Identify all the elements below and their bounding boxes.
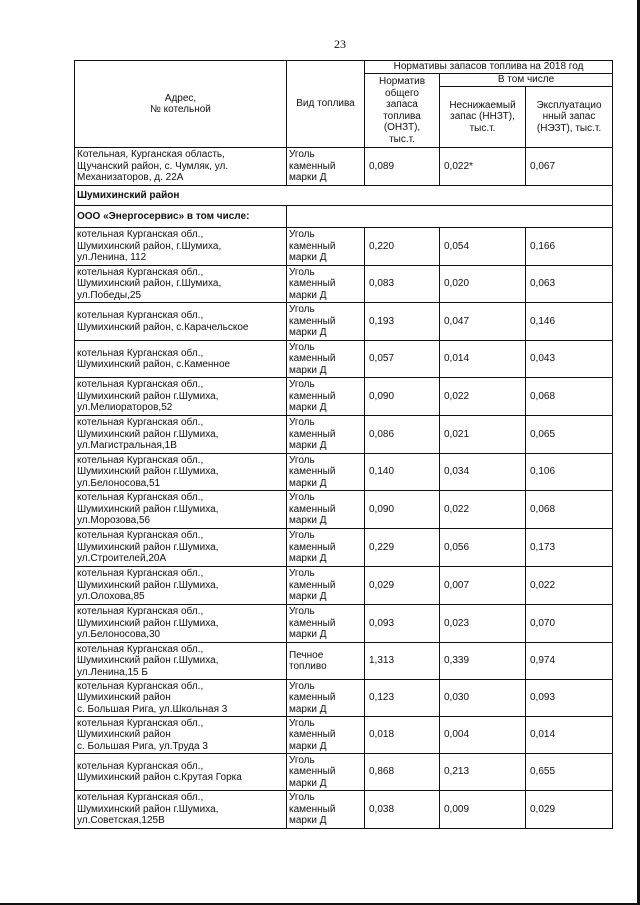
nnzt-header — [440, 87, 526, 148]
fuel-line: марки Д — [289, 629, 327, 641]
address-header-line: Адрес, — [164, 92, 197, 104]
company-title: ООО «Энергосервис» в том числе: — [75, 206, 287, 228]
table-row — [75, 605, 613, 643]
nnzt-value-cell: 0,021 — [440, 416, 526, 454]
address-line: Шумихинский район г.Шумиха, — [77, 390, 219, 402]
address-line: Механизаторов, д. 22А — [77, 172, 184, 184]
including-header: В том числе — [440, 74, 613, 87]
total-value-cell: 0,123 — [365, 680, 440, 717]
nezt-header — [526, 87, 613, 148]
address-line: котельная Курганская обл., — [77, 643, 204, 655]
address-line: котельная Курганская обл., — [77, 680, 204, 692]
total-value-cell: 0,220 — [365, 228, 440, 266]
total-value-cell: 0,038 — [365, 791, 440, 829]
fuel-type-cell — [287, 266, 365, 303]
nnzt-value-cell: 0,034 — [440, 454, 526, 491]
address-line: Шумихинский район с.Крутая Горка — [77, 772, 242, 783]
nezt-header-line: (НЭЗТ), тыс.т. — [536, 122, 602, 134]
fuel-line: марки Д — [289, 327, 327, 339]
address-cell — [75, 605, 287, 643]
fuel-line: Печное — [289, 649, 324, 661]
fuel-line: каменный — [289, 160, 336, 172]
fuel-line: марки Д — [289, 402, 327, 414]
table-row — [75, 717, 613, 754]
total-header-line: запаса — [386, 99, 418, 110]
address-line: котельная Курганская обл., — [77, 717, 204, 729]
fuel-line: марки Д — [289, 591, 327, 603]
nnzt-value-cell: 0,023 — [440, 605, 526, 643]
total-header-line: топлива — [383, 110, 421, 122]
address-line: котельная Курганская обл., — [77, 379, 204, 391]
table-row — [75, 416, 613, 454]
fuel-line: марки Д — [289, 289, 327, 301]
norms-title-header: Нормативы запасов топлива на 2018 год — [365, 61, 613, 74]
fuel-line: каменный — [289, 503, 336, 515]
fuel-line: каменный — [289, 766, 336, 778]
total-value-cell: 0,029 — [365, 567, 440, 605]
address-cell — [75, 454, 287, 491]
total-value-cell: 0,086 — [365, 416, 440, 454]
table-row — [75, 529, 613, 567]
address-line: котельная Курганская обл., — [77, 792, 204, 804]
total-value-cell: 0,018 — [365, 717, 440, 754]
fuel-type-cell — [287, 416, 365, 454]
address-line: ул.Ленина,15 Б — [77, 666, 148, 678]
fuel-line: каменный — [289, 240, 336, 252]
total-header-line: Норматив — [378, 76, 426, 87]
fuel-type-cell — [287, 454, 365, 491]
fuel-line: Уголь — [289, 379, 315, 391]
total-value-cell: 1,313 — [365, 643, 440, 680]
address-line: ул.Победы,25 — [77, 289, 142, 301]
fuel-line: каменный — [289, 428, 336, 440]
nezt-value-cell: 0,068 — [526, 491, 613, 529]
address-line: ул.Белоносова,30 — [77, 629, 161, 641]
fuel-type-cell — [287, 341, 365, 378]
address-cell — [75, 567, 287, 605]
header-row-1 — [75, 61, 613, 74]
fuel-type-cell — [287, 378, 365, 416]
fuel-type-cell — [287, 567, 365, 605]
address-line: Шумихинский район г.Шумиха, — [77, 617, 219, 629]
nnzt-value-cell: 0,054 — [440, 228, 526, 266]
nnzt-value-cell: 0,213 — [440, 754, 526, 791]
fuel-line: марки Д — [289, 815, 327, 827]
fuel-line: марки Д — [289, 440, 327, 452]
table-row — [75, 567, 613, 605]
total-value-cell: 0,057 — [365, 341, 440, 378]
fuel-line: марки Д — [289, 364, 327, 376]
fuel-line: Уголь — [289, 680, 315, 692]
address-line: котельная Курганская обл., — [77, 310, 204, 321]
fuel-type-cell — [287, 680, 365, 717]
nezt-value-cell: 0,974 — [526, 643, 613, 680]
table-row — [75, 680, 613, 717]
total-value-cell: 0,140 — [365, 454, 440, 491]
fuel-line: марки Д — [289, 252, 327, 264]
nezt-value-cell: 0,067 — [526, 148, 613, 186]
address-line: ул.Белоносова,51 — [77, 477, 161, 489]
fuel-line: Уголь — [289, 606, 315, 618]
fuel-line: каменный — [289, 315, 336, 327]
total-value-cell: 0,868 — [365, 754, 440, 791]
address-line: Шумихинский район г.Шумиха, — [77, 541, 219, 553]
address-line: котельная Курганская обл., — [77, 454, 204, 466]
nnzt-value-cell: 0,020 — [440, 266, 526, 303]
fuel-line: Уголь — [289, 792, 315, 804]
address-cell — [75, 791, 287, 829]
nezt-value-cell: 0,068 — [526, 378, 613, 416]
nezt-value-cell: 0,029 — [526, 791, 613, 829]
district-title: Шумихинский район — [75, 186, 613, 206]
nezt-value-cell: 0,022 — [526, 567, 613, 605]
nezt-header-line: Эксплуатацио — [536, 99, 602, 111]
table-row — [75, 643, 613, 680]
address-line: с. Большая Рига, ул.Школьная 3 — [77, 703, 228, 715]
address-line: с. Большая Рига, ул.Труда 3 — [77, 740, 208, 752]
nezt-value-cell: 0,043 — [526, 341, 613, 378]
total-header-line: (ОНЗТ), — [383, 122, 421, 133]
fuel-line: марки Д — [289, 703, 327, 715]
fuel-line: Уголь — [289, 492, 315, 504]
total-value-cell: 0,093 — [365, 605, 440, 643]
address-line: котельная Курганская обл., — [77, 229, 204, 241]
table-row — [75, 303, 613, 341]
fuel-line: Уголь — [289, 417, 315, 429]
address-line: Шумихинский район, г.Шумиха, — [77, 240, 222, 252]
address-line: Шумихинский район, г.Шумиха, — [77, 278, 222, 290]
page-number: 23 — [334, 37, 346, 51]
table-row — [75, 266, 613, 303]
address-cell — [75, 416, 287, 454]
fuel-line: марки Д — [289, 515, 327, 527]
fuel-line: каменный — [289, 278, 336, 290]
table-row — [75, 791, 613, 829]
address-cell — [75, 266, 287, 303]
fuel-line: каменный — [289, 466, 336, 478]
fuel-line: марки Д — [289, 740, 327, 752]
total-header-line: тыс.т. — [389, 133, 415, 145]
address-line: Шумихинский район г.Шумиха, — [77, 503, 219, 515]
total-value-cell: 0,229 — [365, 529, 440, 567]
fuel-line: каменный — [289, 692, 336, 704]
address-line: ул.Советская,125В — [77, 815, 165, 827]
fuel-type-cell — [287, 529, 365, 567]
address-line: Шумихинский район г.Шумиха, — [77, 466, 219, 478]
nnzt-value-cell: 0,004 — [440, 717, 526, 754]
address-cell — [75, 303, 287, 341]
fuel-type-cell — [287, 303, 365, 341]
section-row — [75, 206, 613, 228]
table-row — [75, 378, 613, 416]
fuel-type-cell — [287, 228, 365, 266]
table-row — [75, 454, 613, 491]
table-row — [75, 491, 613, 529]
fuel-line: каменный — [289, 353, 336, 365]
nnzt-header-line: тыс.т. — [469, 122, 496, 134]
nezt-value-cell: 0,063 — [526, 266, 613, 303]
total-value-cell: 0,090 — [365, 378, 440, 416]
table-row — [75, 341, 613, 378]
nnzt-value-cell: 0,009 — [440, 791, 526, 829]
fuel-type-cell — [287, 717, 365, 754]
address-line: Шумихинский район г.Шумиха, — [77, 655, 219, 667]
fuel-type-cell — [287, 643, 365, 680]
address-cell — [75, 754, 287, 791]
fuel-line: Уголь — [289, 717, 315, 729]
address-cell — [75, 643, 287, 680]
nezt-value-cell: 0,106 — [526, 454, 613, 491]
address-line: Шумихинский район, с.Каменное — [77, 359, 231, 370]
total-header-line: общего — [385, 87, 419, 99]
fuel-line: марки Д — [289, 477, 327, 489]
fuel-line: каменный — [289, 541, 336, 553]
fuel-line: Уголь — [289, 754, 315, 766]
fuel-line: Уголь — [289, 149, 315, 161]
address-line: Шумихинский район — [77, 729, 171, 741]
address-line: котельная Курганская обл., — [77, 266, 204, 278]
fuel-line: Уголь — [289, 266, 315, 278]
fuel-line: марки Д — [289, 777, 327, 789]
address-line: ул.Магистральная,1В — [77, 440, 177, 452]
nezt-value-cell: 0,070 — [526, 605, 613, 643]
fuel-line: Уголь — [289, 454, 315, 466]
table-row — [75, 754, 613, 791]
nnzt-value-cell: 0,056 — [440, 529, 526, 567]
nezt-value-cell: 0,014 — [526, 717, 613, 754]
fuel-type-cell — [287, 791, 365, 829]
address-line: Шумихинский район г.Шумиха, — [77, 428, 219, 440]
nnzt-header-line: Неснижаемый — [449, 99, 516, 111]
address-cell — [75, 717, 287, 754]
address-line: котельная Курганская обл., — [77, 530, 204, 542]
address-line: ул.Строителей,20А — [77, 553, 167, 565]
address-line: ул.Олохова,85 — [77, 591, 145, 603]
nezt-value-cell: 0,655 — [526, 754, 613, 791]
nnzt-value-cell: 0,022 — [440, 491, 526, 529]
address-cell — [75, 228, 287, 266]
address-line: котельная Курганская обл., — [77, 568, 204, 580]
address-line: Щучанский район, с. Чумляк, ул. — [77, 160, 229, 172]
total-norm-header — [365, 74, 440, 148]
fuel-line: Уголь — [289, 229, 315, 241]
nnzt-value-cell: 0,339 — [440, 643, 526, 680]
address-line: ул.Мелиораторов,52 — [77, 402, 173, 414]
address-cell — [75, 378, 287, 416]
address-line: Шумихинский район г.Шумиха, — [77, 803, 219, 815]
nnzt-header-line: запас (ННЗТ), — [450, 111, 515, 123]
address-line: ул.Морозова,56 — [77, 515, 151, 527]
fuel-type-cell — [287, 605, 365, 643]
address-line: Шумихинский район г.Шумиха, — [77, 579, 219, 591]
fuel-line: Уголь — [289, 304, 315, 316]
fuel-type-cell — [287, 754, 365, 791]
nezt-value-cell: 0,065 — [526, 416, 613, 454]
nnzt-value-cell: 0,014 — [440, 341, 526, 378]
fuel-line: Уголь — [289, 530, 315, 542]
nnzt-value-cell: 0,022* — [440, 148, 526, 186]
fuel-line: Уголь — [289, 568, 315, 580]
total-value-cell: 0,090 — [365, 491, 440, 529]
fuel-line: Уголь — [289, 341, 315, 353]
fuel-norms-table — [74, 60, 613, 829]
fuel-line: каменный — [289, 579, 336, 591]
address-cell — [75, 680, 287, 717]
fuel-line: каменный — [289, 729, 336, 741]
fuel-line: каменный — [289, 617, 336, 629]
address-line: Шумихинский район — [77, 692, 171, 704]
table-row — [75, 148, 613, 186]
address-cell — [75, 148, 287, 186]
company-row-blank — [287, 206, 613, 228]
address-header-line: № котельной — [150, 104, 211, 115]
nezt-value-cell: 0,173 — [526, 529, 613, 567]
address-line: ул.Ленина, 112 — [77, 252, 147, 264]
address-cell — [75, 491, 287, 529]
fuel-line: каменный — [289, 803, 336, 815]
table-row — [75, 228, 613, 266]
fuel-line: каменный — [289, 390, 336, 402]
fuel-type-cell — [287, 491, 365, 529]
total-value-cell: 0,083 — [365, 266, 440, 303]
nezt-value-cell: 0,093 — [526, 680, 613, 717]
total-value-cell: 0,193 — [365, 303, 440, 341]
nnzt-value-cell: 0,022 — [440, 378, 526, 416]
address-line: котельная Курганская обл., — [77, 760, 204, 772]
address-cell — [75, 529, 287, 567]
fuel-line: марки Д — [289, 553, 327, 565]
nezt-value-cell: 0,146 — [526, 303, 613, 341]
nnzt-value-cell: 0,007 — [440, 567, 526, 605]
address-line: котельная Курганская обл., — [77, 417, 204, 429]
nnzt-value-cell: 0,030 — [440, 680, 526, 717]
address-line: котельная Курганская обл., — [77, 492, 204, 504]
address-line: котельная Курганская обл., — [77, 347, 204, 359]
address-line: котельная Курганская обл., — [77, 606, 204, 618]
address-header — [75, 61, 287, 148]
total-value-cell: 0,089 — [365, 148, 440, 186]
fuel-line: топливо — [289, 661, 327, 672]
fuel-line: марки Д — [289, 172, 327, 184]
address-line: Шумихинский район, с.Карачельское — [77, 321, 249, 333]
fuel-type-header: Вид топлива — [287, 61, 365, 148]
section-row — [75, 186, 613, 206]
address-cell — [75, 341, 287, 378]
fuel-type-cell — [287, 148, 365, 186]
nnzt-value-cell: 0,047 — [440, 303, 526, 341]
nezt-value-cell: 0,166 — [526, 228, 613, 266]
nezt-header-line: нный запас — [542, 111, 596, 123]
address-line: Котельная, Курганская область, — [77, 149, 225, 161]
